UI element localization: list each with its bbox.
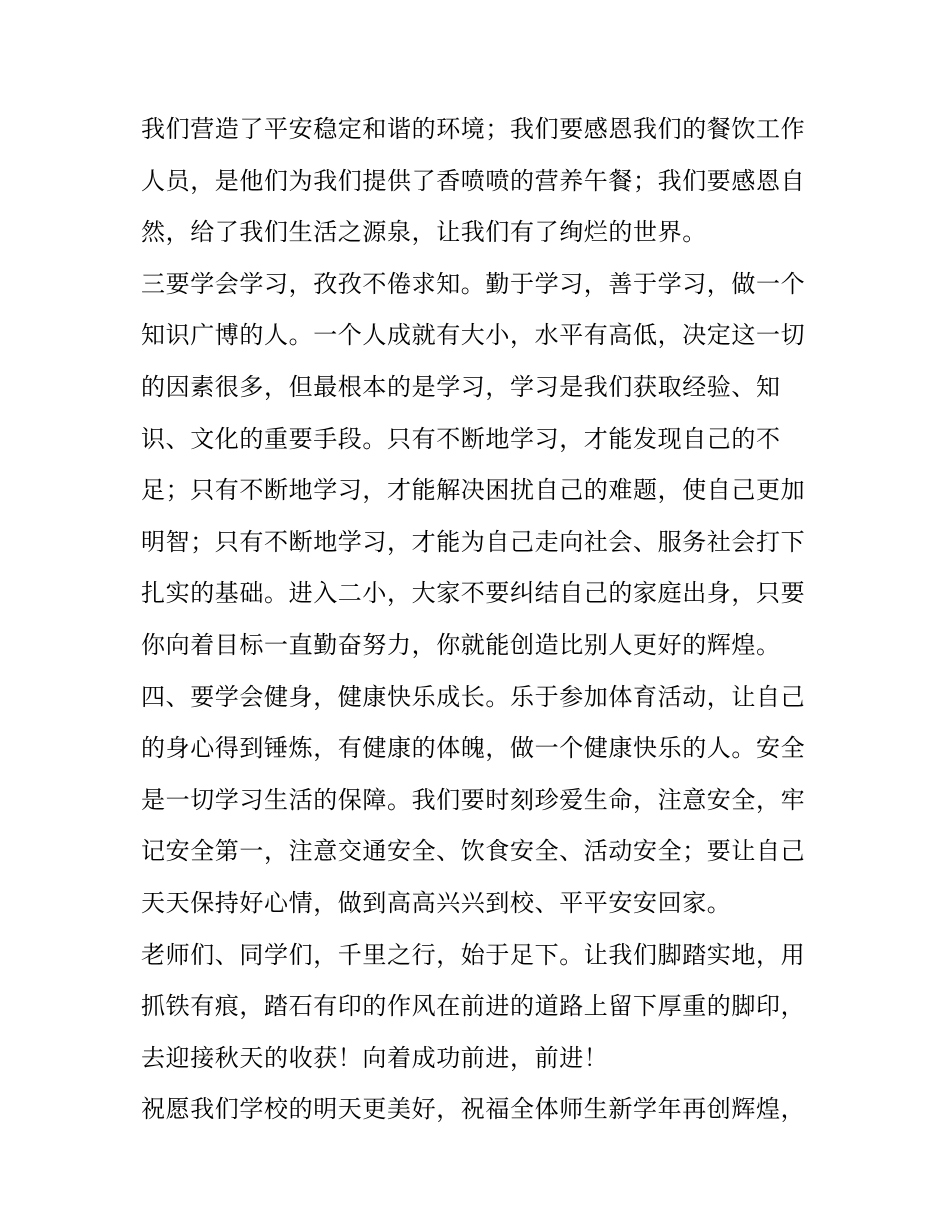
text-line: 祝愿我们学校的明天更美好，祝福全体师生新学年再创辉煌， (141, 1095, 806, 1124)
text-line: 我们营造了平安稳定和谐的环境；我们要感恩我们的餐饮工作 (141, 115, 806, 143)
text-line: 明智；只有不断地学习，才能为自己走向社会、服务社会打下 (141, 527, 806, 556)
text-line: 足；只有不断地学习，才能解决困扰自己的难题，使自己更加 (141, 476, 806, 505)
text-line: 然，给了我们生活之源泉，让我们有了绚烂的世界。 (141, 218, 707, 247)
text-line: 老师们、同学们，千里之行，始于足下。让我们脚踏实地，用 (141, 940, 806, 969)
text-line: 识、文化的重要手段。只有不断地学习，才能发现自己的不 (141, 424, 781, 453)
text-line: 天天保持好心情，做到高高兴兴到校、平平安安回家。 (141, 888, 732, 917)
text-line: 你向着目标一直勤奋努力，你就能创造比别人更好的辉煌。 (141, 630, 781, 659)
text-line: 是一切学习生活的保障。我们要时刻珍爱生命，注意安全，牢 (141, 785, 806, 814)
text-line: 去迎接秋天的收获！向着成功前进，前进！ (141, 1043, 609, 1072)
text-line: 人员，是他们为我们提供了香喷喷的营养午餐；我们要感恩自 (141, 166, 806, 195)
text-line: 的身心得到锤炼，有健康的体魄，做一个健康快乐的人。安全 (141, 734, 806, 763)
text-line: 三要学会学习，孜孜不倦求知。勤于学习，善于学习，做一个 (141, 269, 806, 298)
text-line: 的因素很多，但最根本的是学习，学习是我们获取经验、知 (141, 372, 781, 401)
text-line: 知识广博的人。一个人成就有大小，水平有高低，决定这一切 (141, 321, 806, 350)
text-line: 记安全第一，注意交通安全、饮食安全、活动安全；要让自己 (141, 837, 806, 866)
text-line: 扎实的基础。进入二小，大家不要纠结自己的家庭出身，只要 (141, 579, 806, 608)
text-line: 抓铁有痕，踏石有印的作风在前进的道路上留下厚重的脚印， (141, 992, 806, 1021)
speech-text-body (141, 104, 821, 1136)
text-line: 四、要学会健身，健康快乐成长。乐于参加体育活动，让自己 (141, 682, 806, 711)
